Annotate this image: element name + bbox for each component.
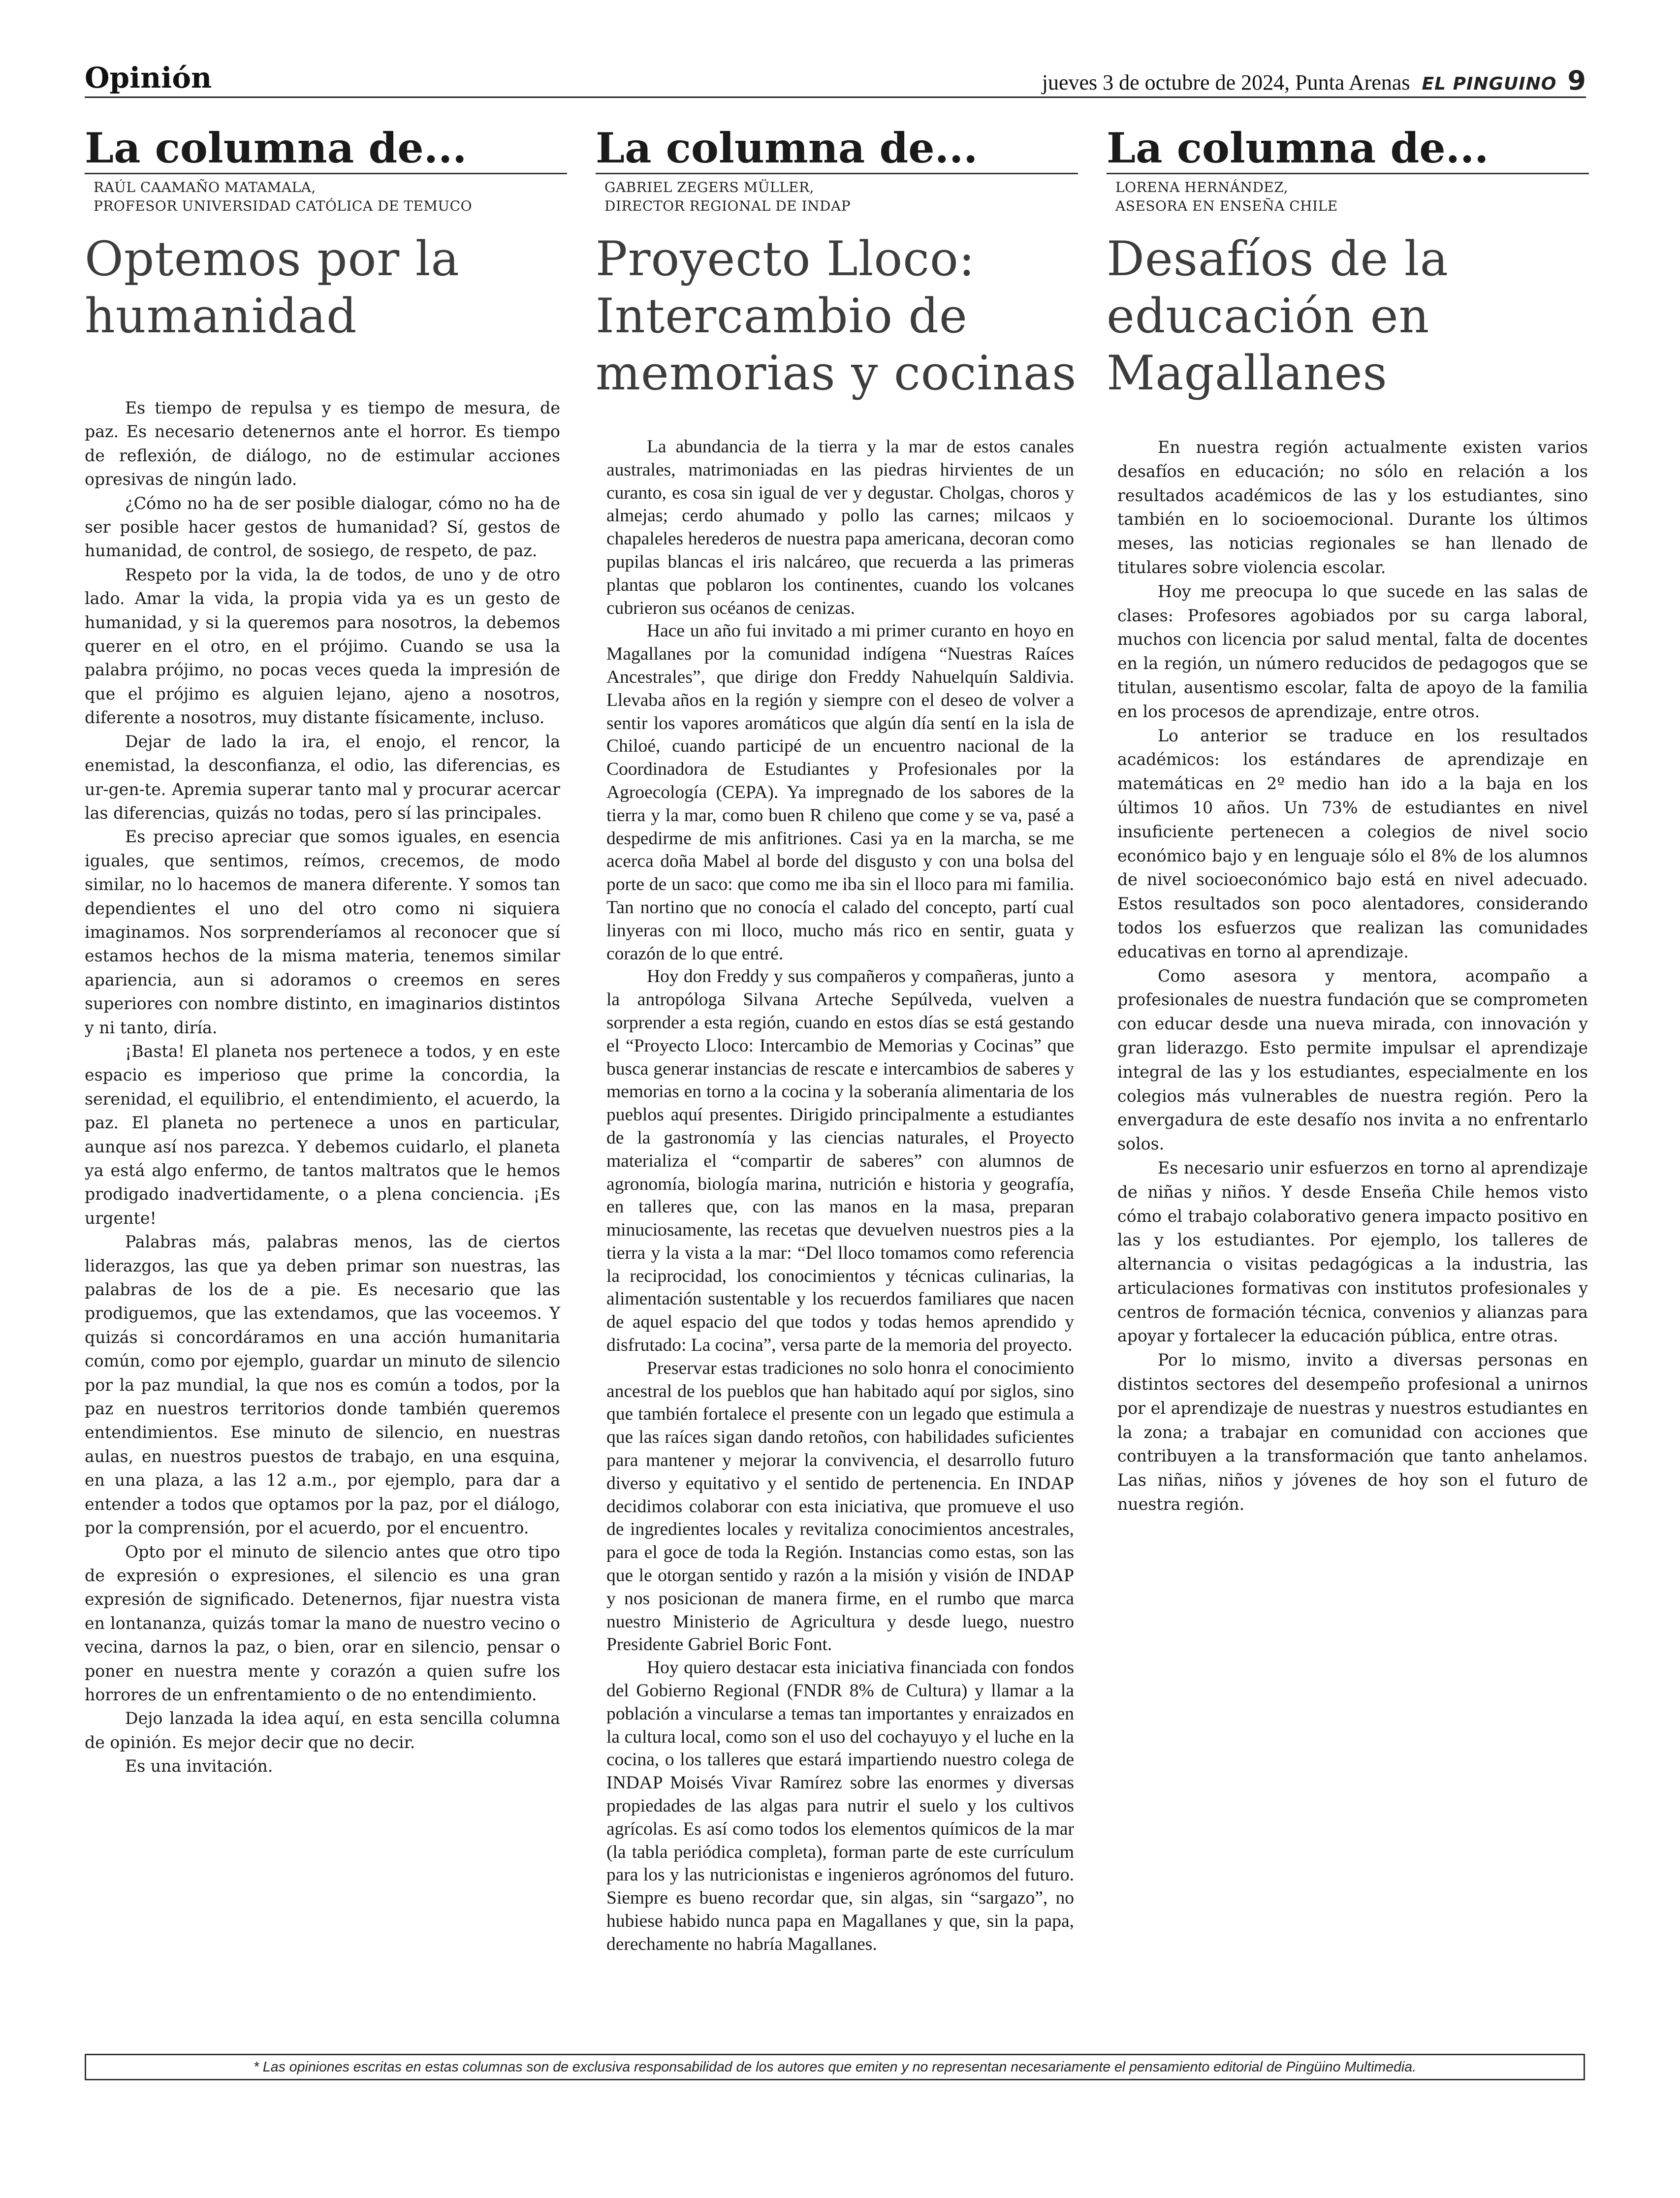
disclaimer-text: * Las opiniones escritas en estas columnas son de exclusiva responsabilidad de los autores que emiten y no representan necesariamente el pensamiento editorial de Pingüino Multimedia. — [253, 2059, 1417, 2075]
article-paragraph: Preservar estas tradiciones no solo honra el conocimiento ancestral de los pueblos que han habitado aquí por siglos, sino que también fortalece el presente con un legado que estimula a que las raíces sigan dando retoños, con habilidades suficientes para mantener y mejorar la convivencia, el desarrollo futuro diverso y equitativo y el sentido de pertenencia. En INDAP decidimos colaborar con esta iniciativa, que promueve el uso de ingredientes locales y revitaliza conocimientos ancestrales, para el goce de toda la Región. Instancias como estas, son las que le otorgan sentido y razón a la misión y visión de INDAP y nos posicionan de manera firme, en el rumbo que marca nuestro Ministerio de Agricultura y desde luego, nuestro Presidente Gabriel Boric Font. — [606, 1358, 1074, 1655]
article-body — [1117, 436, 1588, 1517]
column-1 — [85, 124, 567, 1776]
article-headline — [1107, 230, 1589, 402]
article-paragraph: Hoy quiero destacar esta iniciativa financiada con fondos del Gobierno Regional (FNDR 8% de Cultura) y llamar a la población a vincularse a temas tan importantes y enraizados en la cultura local, como son el uso del cochayuyo y el luche en la cocina, o los talleres que estará impartiendo nuestro colega de INDAP Moisés Vivar Ramírez sobre las enormes y diversas propiedades de las algas para nutrir el suelo y los cultivos agrícolas. Es así como todos los elementos químicos de la mar (la tabla periódica completa), forman parte de este currículum para los y las nutricionistas e ingenieros agrónomos del futuro. Siempre es bueno recordar que, sin algas, sin “sargazo”, no hubiese habido nunca papa en Magallanes y que, sin la papa, derechamente no habría Magallanes. — [606, 1657, 1074, 1954]
article-headline — [596, 230, 1078, 402]
article-paragraph: Por lo mismo, invito a diversas personas en distintos sectores del desempeño profesional a unirnos por el aprendizaje de nuestras y nuestros estudiantes en la zona; a trabajar en comunidad con acciones que contribuyen a la transformación que tanto anhelamos. Las niñas, niños y jóvenes de hoy son el futuro de nuestra región. — [1117, 1350, 1588, 1514]
author-role: PROFESOR UNIVERSIDAD CATÓLICA DE TEMUCO — [94, 198, 473, 214]
article-paragraph: Hoy me preocupa lo que sucede en las salas de clases: Profesores agobiados por su carga laboral, muchos con licencia por salud mental, falta de docentes en la región, un número reducidos de pedagogos que se titulan, ausentismo escolar, falta de apoyo de la familia en los procesos de aprendizaje, entre otros. — [1117, 581, 1588, 721]
header-meta — [1042, 65, 1586, 96]
article-paragraph: En nuestra región actualmente existen varios desafíos en educación; no sólo en relación a los resultados académicos de las y los estudiantes, sino también en lo socioemocional. Durante los últimos meses, las noticias regionales se han llenado de titulares sobre violencia escolar. — [1117, 438, 1588, 577]
page-header — [85, 58, 1586, 98]
article-paragraph: ¿Cómo no ha de ser posible dialogar, cómo no ha de ser posible hacer gestos de humanidad? Sí, gestos de humanidad, de control, de sosiego, de respeto, de paz. — [85, 493, 560, 561]
author-name: LORENA HERNÁNDEZ, — [1115, 179, 1289, 195]
column-2 — [596, 124, 1078, 1954]
article-paragraph: ¡Basta! El planeta nos pertenece a todos, y en este espacio es imperioso que prime la concordia, la serenidad, el equilibrio, el entendimiento, el acuerdo, la paz. El planeta no pertenece a unos en particular, aunque así nos parezca. Y debemos cuidarlo, el planeta ya está algo enfermo, de tantos maltratos que le hemos prodigado inadvertidamente, o a plena conciencia. ¡Es urgente! — [85, 1041, 560, 1228]
article-paragraph: La abundancia de la tierra y la mar de estos canales australes, matrimoniadas en las piedras hirvientes de un curanto, es cosa sin igual de ver y degustar. Cholgas, choros y almejas; cerdo ahumado y pollo las carnes; milcaos y chapaleles herederos de nuestra papa americana, decoran como pupilas blancas el iris nalcáreo, que recuerda a las primeras plantas que poblaron los continentes, cuando los volcanes cubrieron sus océanos de cenizas. — [606, 437, 1074, 618]
article-paragraph: Respeto por la vida, la de todos, de uno y de otro lado. Amar la vida, la propia vida ya es un gesto de humanidad, y si la queremos para nosotros, la debemos querer en el otro, en el prójimo. Cuando se usa la palabra prójimo, no pocas veces queda la impresión de que el prójimo es alguien lejano, ajeno a nosotros, diferente a nosotros, muy distante físicamente, incluso. — [85, 565, 560, 728]
headline-line: Optemos por la — [85, 231, 460, 287]
issue-date: jueves 3 de octubre de 2024, Punta Arenas — [1042, 70, 1410, 95]
newspaper-logo: EL PINGUINO — [1422, 74, 1557, 94]
headline-line: memorias y cocinas — [596, 346, 1077, 401]
column-kicker: La columna de... — [85, 126, 567, 174]
headline-line: educación en — [1107, 288, 1430, 344]
article-paragraph: Lo anterior se traduce en los resultados académicos: los estándares de aprendizaje en matemáticas en 2º medio han ido a la baja en los últimos 10 años. Un 73% de estudiantes en nivel insuficiente pertenecen a colegios de nivel socio económico bajo y en lenguaje sólo el 8% de los alumnos de nivel socioeconómico bajo está en nivel adecuado. Estos resultados son poco alentadores, considerando todos los esfuerzos que realizan las comunidades educativas en torno al aprendizaje. — [1117, 726, 1588, 961]
section-title: Opinión — [85, 61, 212, 95]
article-paragraph: Es tiempo de repulsa y es tiempo de mesura, de paz. Es necesario detenernos ante el horror. Es tiempo de reflexión, de diálogo, no de estimular acciones opresivas de ningún lado. — [85, 398, 560, 489]
column-3 — [1107, 124, 1589, 1514]
article-paragraph: Opto por el minuto de silencio antes que otro tipo de expresión o expresiones, el silencio es una gran expresión de significado. Detenernos, fijar nuestra vista en lontananza, quizás tomar la mano de nuestro vecino o vecina, darnos la paz, o bien, orar en silencio, pensar o poner en nuestra mente y corazón a quien sufre los horrores de un enfrentamiento o de no entendimiento. — [85, 1542, 560, 1704]
article-paragraph: Palabras más, palabras menos, las de ciertos liderazgos, las que ya deben primar son nuestras, las palabras de los de a pie. Es necesario que las prodiguemos, que las extendamos, que las voceemos. Y quizás si concordáramos en una acción humanitaria común, como por ejemplo, guardar un minuto de silencio por la paz mundial, la que nos es común a todos, por la paz en nuestros territorios donde también queremos entendimientos. Ese minuto de silencio, en nuestras aulas, en nuestros puestos de trabajo, en una esquina, en una plaza, a las 12 a.m., por ejemplo, para dar a entender a todos que optamos por la paz, por el diálogo, por la comprensión, por el acuerdo, por el encuentro. — [85, 1232, 560, 1538]
column-author — [604, 178, 1078, 216]
headline-line: Intercambio de — [596, 288, 968, 344]
column-author — [94, 178, 567, 216]
author-role: ASESORA EN ENSEÑA CHILE — [1115, 198, 1338, 214]
author-role: DIRECTOR REGIONAL DE INDAP — [604, 198, 851, 214]
article-paragraph: Es necesario unir esfuerzos en torno al aprendizaje de niñas y niños. Y desde Enseña Chile hemos visto cómo el trabajo colaborativo genera impacto positivo en las y los estudiantes. Por ejemplo, los talleres de alternancia o visitas pedagógicas a la industria, las articulaciones formativas con institutos profesionales y centros de formación técnica, convenios y alianzas para apoyar y fortalecer la educación pública, entre otras. — [1117, 1158, 1588, 1346]
article-paragraph: Hoy don Freddy y sus compañeros y compañeras, junto a la antropóloga Silvana Arteche Sepúlveda, vuelven a sorprender a esta región, cuando en estos días se está gestando el “Proyecto Lloco: Intercambio de Memorias y Cocinas” que busca generar instancias de rescate e intercambios de saberes y memorias en torno a la cocina y la soberanía alimentaria de los pueblos aquí presentes. Dirigido principalmente a estudiantes de la gastronomía y las ciencias naturales, el Proyecto materializa el “compartir de saberes” con alumnos de agronomía, biología marina, nutrición e historia y geografía, en talleres que, con las manos en la masa, preparan minuciosamente, las recetas que devuelven nuestros pies a la tierra y la vista a la mar: “Del lloco tomamos como referencia la reciprocidad, los conocimientos y técnicas culinarias, la alimentación sustentable y los recuerdos familiares que nacen de aquel espacio del que todos y todas hemos aprendido y disfrutado: La cocina”, versa parte de la memoria del proyecto. — [606, 966, 1074, 1356]
column-kicker: La columna de... — [1107, 126, 1589, 174]
article-paragraph: Dejar de lado la ira, el enojo, el rencor, la enemistad, la desconfianza, el odio, las diferencias, es ur-gen-te. Apremia superar tanto mal y procurar acercar las diferencias, quizás no todas, pero sí las principales. — [85, 732, 560, 823]
disclaimer-box — [85, 2054, 1585, 2080]
column-author — [1115, 178, 1589, 216]
article-body — [606, 436, 1074, 1956]
headline-line: Desafíos de la — [1107, 231, 1449, 287]
headline-line: humanidad — [85, 288, 357, 344]
article-paragraph: Es una invitación. — [125, 1756, 273, 1776]
page-number: 9 — [1567, 65, 1586, 96]
headline-line: Magallanes — [1107, 346, 1388, 401]
headline-line: Proyecto Lloco: — [596, 231, 976, 287]
author-name: RAÚL CAAMAÑO MATAMALA, — [94, 179, 316, 195]
article-body — [85, 396, 560, 1779]
article-paragraph: Es preciso apreciar que somos iguales, en esencia iguales, que sentimos, reímos, crecemos, de modo similar, no lo hacemos de manera diferente. Y somos tan dependientes el uno del otro como ni siquiera imaginamos. Nos sorprenderíamos al reconocer que sí estamos hechos de la misma materia, tenemos similar apariencia, aun si adoramos o creemos en seres superiores con nombre distinto, en imaginarios distintos y ni tanto, diría. — [85, 827, 560, 1037]
column-kicker: La columna de... — [596, 126, 1078, 174]
article-headline — [85, 230, 567, 345]
author-name: GABRIEL ZEGERS MÜLLER, — [604, 179, 814, 195]
article-paragraph: Hace un año fui invitado a mi primer curanto en hoyo en Magallanes por la comunidad indígena “Nuestras Raíces Ancestrales”, que dirige don Freddy Nahuelquín Saldivia. Llevaba años en la región y siempre con el deseo de volver a sentir los vapores aromáticos que algún día sentí en la isla de Chiloé, cuando participé de un encuentro nacional de la Coordinadora de Estudiantes y Profesionales por la Agroecología (CEPA). Ya impregnado de los sabores de la tierra y la mar, como buen R chileno que come y se va, pasé a despedirme de mis anfitriones. Casi ya en la marcha, se me acerca doña Mabel al borde del disgusto y con una bolsa del porte de un saco: que como me iba sin el lloco para mi familia. Tan nortino que no conocía el calado del concepto, partí cual linyeras con mi lloco, mucho más rico en sentir, guata y corazón de lo que entré. — [606, 621, 1074, 964]
article-paragraph: Como asesora y mentora, acompaño a profesionales de nuestra fundación que se comprometen con educar desde una nueva mirada, con innovación y gran liderazgo. Esto permite impulsar el aprendizaje integral de las y los estudiantes, especialmente en los colegios más vulnerables de nuestra región. Pero la envergadura de este desafío nos invita a no enfrentarlo solos. — [1117, 966, 1588, 1154]
article-paragraph: Dejo lanzada la idea aquí, en esta sencilla columna de opinión. Es mejor decir que no decir. — [85, 1709, 560, 1752]
